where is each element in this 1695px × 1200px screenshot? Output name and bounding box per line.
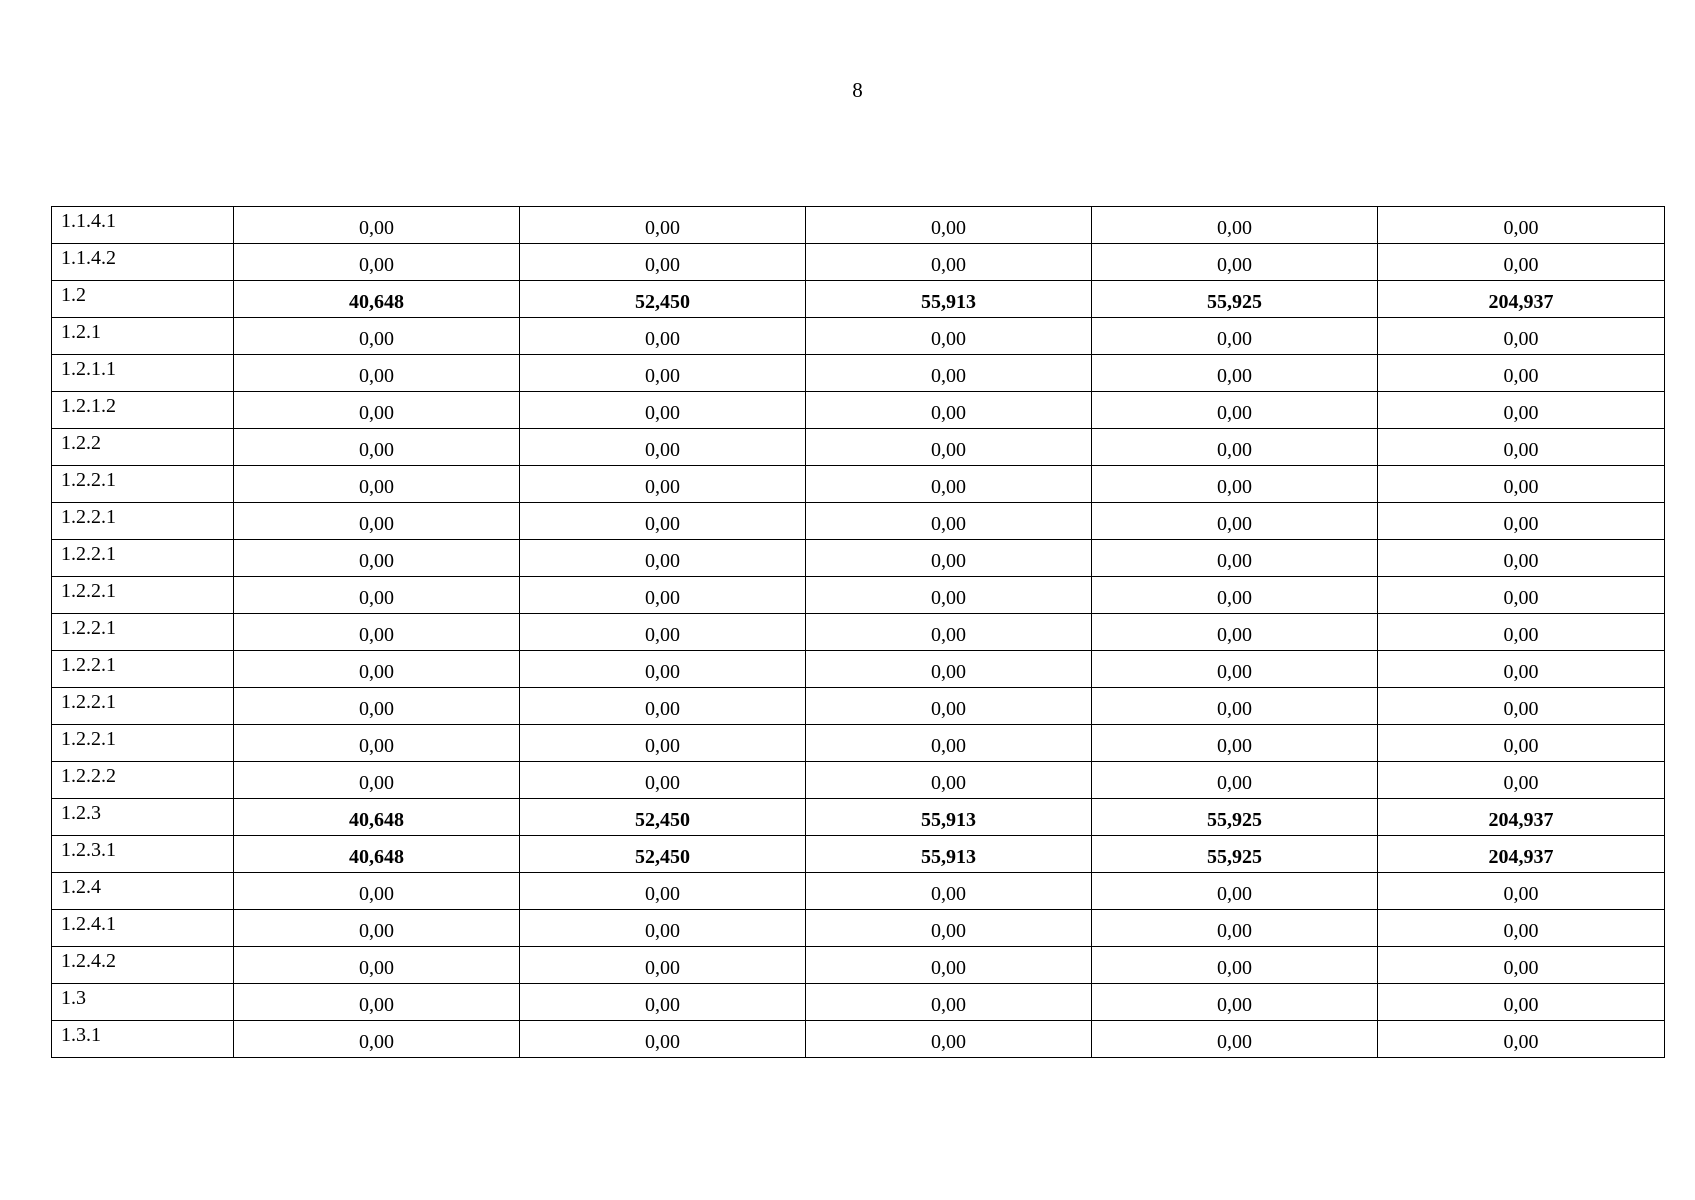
table-row [52,540,1665,577]
value-cell: 40,648 [234,281,520,318]
value-cell: 0,00 [234,873,520,910]
row-code-cell: 1.2 [52,281,234,318]
table-row [52,688,1665,725]
table-row [52,577,1665,614]
value-cell: 0,00 [520,614,806,651]
value-cell: 55,913 [806,836,1092,873]
table-row [52,651,1665,688]
value-cell: 0,00 [806,466,1092,503]
value-cell: 52,450 [520,799,806,836]
row-code-cell: 1.2.4 [52,873,234,910]
row-code-cell: 1.2.4.2 [52,947,234,984]
value-cell: 0,00 [806,577,1092,614]
value-cell: 0,00 [806,503,1092,540]
value-cell: 0,00 [1378,392,1665,429]
value-cell: 0,00 [520,984,806,1021]
row-code-cell: 1.2.2.1 [52,614,234,651]
value-cell: 0,00 [520,947,806,984]
value-cell: 0,00 [806,392,1092,429]
value-cell: 55,913 [806,799,1092,836]
value-cell: 0,00 [1092,392,1378,429]
row-code-cell: 1.2.2.1 [52,540,234,577]
value-cell: 0,00 [1378,984,1665,1021]
value-cell: 0,00 [520,429,806,466]
value-cell: 55,925 [1092,281,1378,318]
value-cell: 0,00 [1378,577,1665,614]
value-cell: 52,450 [520,281,806,318]
row-code-cell: 1.2.2 [52,429,234,466]
row-code-cell: 1.2.3.1 [52,836,234,873]
value-cell: 0,00 [520,355,806,392]
value-cell: 0,00 [1378,725,1665,762]
value-cell: 0,00 [234,762,520,799]
value-cell: 0,00 [234,910,520,947]
value-cell: 0,00 [234,577,520,614]
value-cell: 0,00 [520,688,806,725]
row-code-cell: 1.2.2.1 [52,725,234,762]
value-cell: 0,00 [806,651,1092,688]
table-row [52,392,1665,429]
table-row [52,873,1665,910]
value-cell: 0,00 [520,762,806,799]
value-cell: 0,00 [1092,762,1378,799]
page-number: 8 [852,78,863,102]
value-cell: 0,00 [1092,614,1378,651]
row-code-cell: 1.2.2.2 [52,762,234,799]
value-cell: 55,925 [1092,799,1378,836]
value-cell: 0,00 [520,1021,806,1058]
value-cell: 0,00 [806,244,1092,281]
value-cell: 0,00 [1378,318,1665,355]
row-code-cell: 1.2.4.1 [52,910,234,947]
row-code-cell: 1.2.2.1 [52,503,234,540]
value-cell: 0,00 [234,540,520,577]
value-cell: 0,00 [234,947,520,984]
table-row [52,318,1665,355]
value-cell: 0,00 [520,910,806,947]
value-cell: 0,00 [806,688,1092,725]
table-row [52,725,1665,762]
row-code-cell: 1.2.1.2 [52,392,234,429]
value-cell: 0,00 [1092,429,1378,466]
table-row [52,947,1665,984]
value-cell: 0,00 [520,244,806,281]
table-row [52,429,1665,466]
budget-table [51,206,1665,1058]
value-cell: 0,00 [1378,207,1665,244]
value-cell: 0,00 [1378,466,1665,503]
value-cell: 0,00 [520,392,806,429]
value-cell: 0,00 [520,503,806,540]
row-code-cell: 1.2.1.1 [52,355,234,392]
value-cell: 0,00 [1092,540,1378,577]
value-cell: 0,00 [520,318,806,355]
row-code-cell: 1.1.4.2 [52,244,234,281]
value-cell: 0,00 [234,429,520,466]
value-cell: 0,00 [1092,947,1378,984]
value-cell: 0,00 [806,762,1092,799]
value-cell: 0,00 [1378,947,1665,984]
value-cell: 0,00 [1092,577,1378,614]
value-cell: 0,00 [1378,540,1665,577]
value-cell: 0,00 [1378,503,1665,540]
value-cell: 0,00 [1378,910,1665,947]
value-cell: 0,00 [234,207,520,244]
value-cell: 0,00 [1092,318,1378,355]
table-row [52,503,1665,540]
table-row [52,836,1665,873]
value-cell: 0,00 [520,466,806,503]
value-cell: 0,00 [520,207,806,244]
value-cell: 0,00 [806,910,1092,947]
value-cell: 0,00 [1092,984,1378,1021]
value-cell: 0,00 [1378,873,1665,910]
value-cell: 204,937 [1378,281,1665,318]
value-cell: 0,00 [1378,1021,1665,1058]
value-cell: 0,00 [234,1021,520,1058]
value-cell: 55,925 [1092,836,1378,873]
value-cell: 0,00 [806,614,1092,651]
table-row [52,614,1665,651]
value-cell: 0,00 [234,355,520,392]
table-row [52,984,1665,1021]
value-cell: 0,00 [806,207,1092,244]
value-cell: 0,00 [1092,873,1378,910]
table-row [52,281,1665,318]
value-cell: 0,00 [234,503,520,540]
table-row [52,910,1665,947]
value-cell: 0,00 [806,984,1092,1021]
table-row [52,207,1665,244]
table-row [52,244,1665,281]
value-cell: 40,648 [234,836,520,873]
value-cell: 0,00 [1092,355,1378,392]
value-cell: 0,00 [1092,503,1378,540]
value-cell: 0,00 [806,318,1092,355]
row-code-cell: 1.2.2.1 [52,466,234,503]
row-code-cell: 1.2.2.1 [52,651,234,688]
value-cell: 0,00 [234,651,520,688]
value-cell: 0,00 [806,1021,1092,1058]
value-cell: 0,00 [234,984,520,1021]
table-row [52,466,1665,503]
value-cell: 0,00 [520,651,806,688]
row-code-cell: 1.3 [52,984,234,1021]
value-cell: 0,00 [1378,429,1665,466]
value-cell: 0,00 [520,540,806,577]
row-code-cell: 1.2.2.1 [52,577,234,614]
value-cell: 0,00 [1092,244,1378,281]
table-row [52,762,1665,799]
value-cell: 0,00 [234,392,520,429]
value-cell: 0,00 [234,244,520,281]
value-cell: 0,00 [806,429,1092,466]
table-body [52,207,1665,1058]
value-cell: 0,00 [806,947,1092,984]
row-code-cell: 1.3.1 [52,1021,234,1058]
value-cell: 0,00 [1378,688,1665,725]
value-cell: 0,00 [806,873,1092,910]
value-cell: 0,00 [234,466,520,503]
row-code-cell: 1.2.1 [52,318,234,355]
value-cell: 52,450 [520,836,806,873]
row-code-cell: 1.2.2.1 [52,688,234,725]
value-cell: 0,00 [1378,355,1665,392]
value-cell: 0,00 [1378,614,1665,651]
value-cell: 0,00 [1378,762,1665,799]
value-cell: 0,00 [806,355,1092,392]
value-cell: 0,00 [1092,688,1378,725]
value-cell: 0,00 [234,318,520,355]
value-cell: 0,00 [520,873,806,910]
value-cell: 0,00 [1092,466,1378,503]
value-cell: 0,00 [1378,244,1665,281]
value-cell: 0,00 [1092,725,1378,762]
value-cell: 0,00 [806,725,1092,762]
table-row [52,1021,1665,1058]
value-cell: 0,00 [1378,651,1665,688]
value-cell: 0,00 [520,577,806,614]
table-row [52,799,1665,836]
value-cell: 0,00 [806,540,1092,577]
value-cell: 0,00 [234,688,520,725]
value-cell: 40,648 [234,799,520,836]
table-row [52,355,1665,392]
value-cell: 0,00 [234,614,520,651]
value-cell: 0,00 [1092,1021,1378,1058]
value-cell: 0,00 [520,725,806,762]
value-cell: 55,913 [806,281,1092,318]
value-cell: 0,00 [1092,207,1378,244]
row-code-cell: 1.1.4.1 [52,207,234,244]
value-cell: 0,00 [1092,651,1378,688]
row-code-cell: 1.2.3 [52,799,234,836]
value-cell: 204,937 [1378,836,1665,873]
value-cell: 0,00 [1092,910,1378,947]
value-cell: 0,00 [234,725,520,762]
value-cell: 204,937 [1378,799,1665,836]
